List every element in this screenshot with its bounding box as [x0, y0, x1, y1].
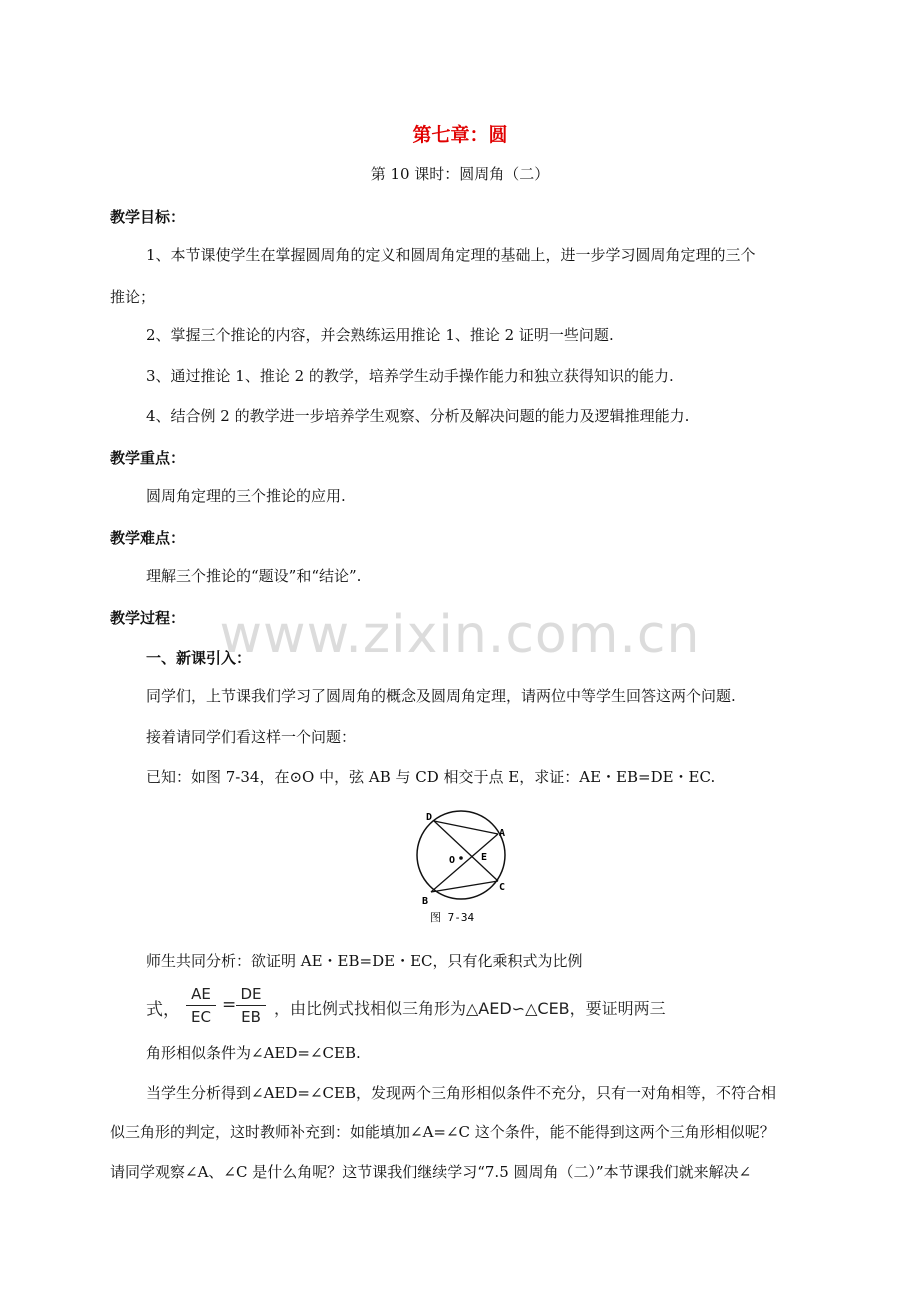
chapter-title: 第七章：圆	[412, 124, 508, 146]
chord-dc	[434, 821, 498, 881]
label-c: C	[499, 882, 506, 893]
fraction-right-numerator: DE	[240, 985, 262, 1003]
label-b: B	[422, 896, 429, 907]
goal-1-line-b: 推论；	[110, 288, 156, 306]
process-heading: 教学过程：	[110, 609, 186, 627]
chord-da	[434, 821, 498, 834]
paragraph-7: 似三角形的判定，这时教师补充到：如能填加∠A=∠C 这个条件，能不能得到这两个三角形相似呢？	[110, 1123, 775, 1141]
figure-7-34	[408, 810, 518, 928]
goal-1-line-a: 1、本节课使学生在掌握圆周角的定义和圆周角定理的基础上，进一步学习圆周角定理的三个	[146, 246, 756, 264]
figure-caption: 图 7-34	[430, 911, 475, 924]
fraction-right-denominator: EB	[241, 1008, 261, 1026]
formula-equals: =	[222, 995, 237, 1015]
fraction-ae-ec	[186, 983, 216, 1028]
watermark: www.zixin.com.cn	[219, 605, 701, 665]
paragraph-4: 师生共同分析：欲证明 AE・EB=DE・EC，只有化乘积式为比例	[146, 952, 583, 970]
center-point	[459, 856, 463, 860]
fraction-left-denominator: EC	[191, 1008, 211, 1026]
paragraph-6: 当学生分析得到∠AED=∠CEB，发现两个三角形相似条件不充分，只有一对角相等，不符合相	[146, 1084, 776, 1102]
goal-4: 4、结合例 2 的教学进一步培养学生观察、分析及解决问题的能力及逻辑推理能力.	[146, 407, 690, 425]
goal-3: 3、通过推论 1、推论 2 的教学，培养学生动手操作能力和独立获得知识的能力.	[146, 367, 674, 385]
formula-prefix: 式，	[146, 1000, 180, 1020]
difficulty-heading: 教学难点：	[110, 529, 186, 547]
label-e: E	[481, 852, 488, 863]
fraction-de-eb	[236, 983, 266, 1028]
lesson-title: 第 10 课时：圆周角（二）	[370, 165, 550, 183]
goal-2: 2、掌握三个推论的内容，并会熟练运用推论 1、推论 2 证明一些问题.	[146, 326, 614, 344]
label-d: D	[426, 812, 433, 823]
circle-o	[417, 811, 505, 899]
paragraph-8: 请同学观察∠A、∠C 是什么角呢？这节课我们继续学习“7.5 圆周角（二）”本节课我们就来解决∠	[110, 1163, 752, 1181]
key-heading: 教学重点：	[110, 449, 186, 467]
goals-heading: 教学目标：	[110, 208, 186, 226]
paragraph-1: 同学们，上节课我们学习了圆周角的概念及圆周角定理，请两位中等学生回答这两个问题.	[146, 687, 736, 705]
formula-tail: ，由比例式找相似三角形为△AED∽△CEB，要证明两三	[274, 999, 666, 1018]
proportion-formula	[146, 983, 786, 1033]
paragraph-5: 角形相似条件为∠AED=∠CEB.	[146, 1044, 361, 1062]
label-o: O	[449, 855, 456, 866]
key-text: 圆周角定理的三个推论的应用.	[146, 487, 346, 505]
paragraph-2: 接着请同学们看这样一个问题：	[146, 728, 357, 746]
difficulty-text: 理解三个推论的“题设”和“结论”.	[146, 567, 362, 585]
paragraph-3: 已知：如图 7-34，在⊙O 中，弦 AB 与 CD 相交于点 E，求证：AE・EB=DE・EC.	[146, 768, 716, 786]
intro-heading: 一、新课引入：	[146, 649, 252, 667]
label-a: A	[499, 828, 506, 839]
fraction-left-numerator: AE	[191, 985, 211, 1003]
